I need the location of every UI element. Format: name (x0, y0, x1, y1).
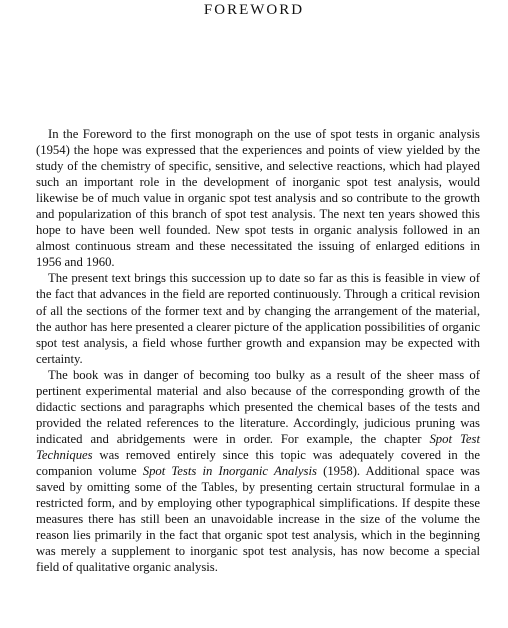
book-title-inorganic-analysis: Spot Tests in Inorganic Analysis (142, 463, 317, 478)
paragraph-3-text-b: was removed entirely since this topic was adequately covered in the companion volume (36, 447, 480, 478)
paragraph-2: The present text brings this succession up to date so far as this is feasible in view of the fact that advances in the field are reported continuously. Through a critical revision of all the sections of the former text and by changing the arrangement of the material, the author has here presented a clearer picture of the application possibilities of organic spot test analysis, a field whose further growth and expansion may be expected with certainty. (36, 271, 480, 366)
chapter-title-spot-test-techniques: Spot Test Techniques (36, 431, 480, 462)
paragraph-3-text-a: The book was in danger of becoming too bulky as a result of the sheer mass of pertinent experimental material and also because of the corresponding growth of the didactic sections and paragraphs which presented the chemical bases of the tests and provided the related references to the literature. Accordingly, judicious pruning was indicated and abridgements were in order. For example, the chapter (36, 367, 480, 446)
paragraph-3-text-c: (1958). Additional space was saved by omitting some of the Tables, by presenting certain structural formulae in a restricted form, and by employing other typographical simplifications. If despite these measures there has still been an unavoidable increase in the size of the volume the reason lies primarily in the fact that organic spot test analysis, which in the beginning was merely a supplement to inorganic spot test analysis, has now become a special field of qualitative organic analysis. (36, 463, 480, 575)
paragraph-1: In the Foreword to the first monograph on the use of spot tests in organic analysis (1954) the hope was expressed that the experiences and points of view yielded by the study of the chemistry of specific, sensitive, and selective reactions, which had played such an important role in the development of inorganic spot test analysis, would likewise be of much value in organic spot test analysis and so contribute to the growth and popularization of this branch of spot test analysis. The next ten years showed this hope to have been well founded. New spot tests in organic analysis followed in an almost continuous stream and these necessitated the issuing of enlarged editions in 1956 and 1960. (36, 127, 480, 270)
page-title: FOREWORD (203, 2, 305, 18)
paragraph-3 (36, 367, 480, 576)
foreword-body (36, 126, 480, 575)
